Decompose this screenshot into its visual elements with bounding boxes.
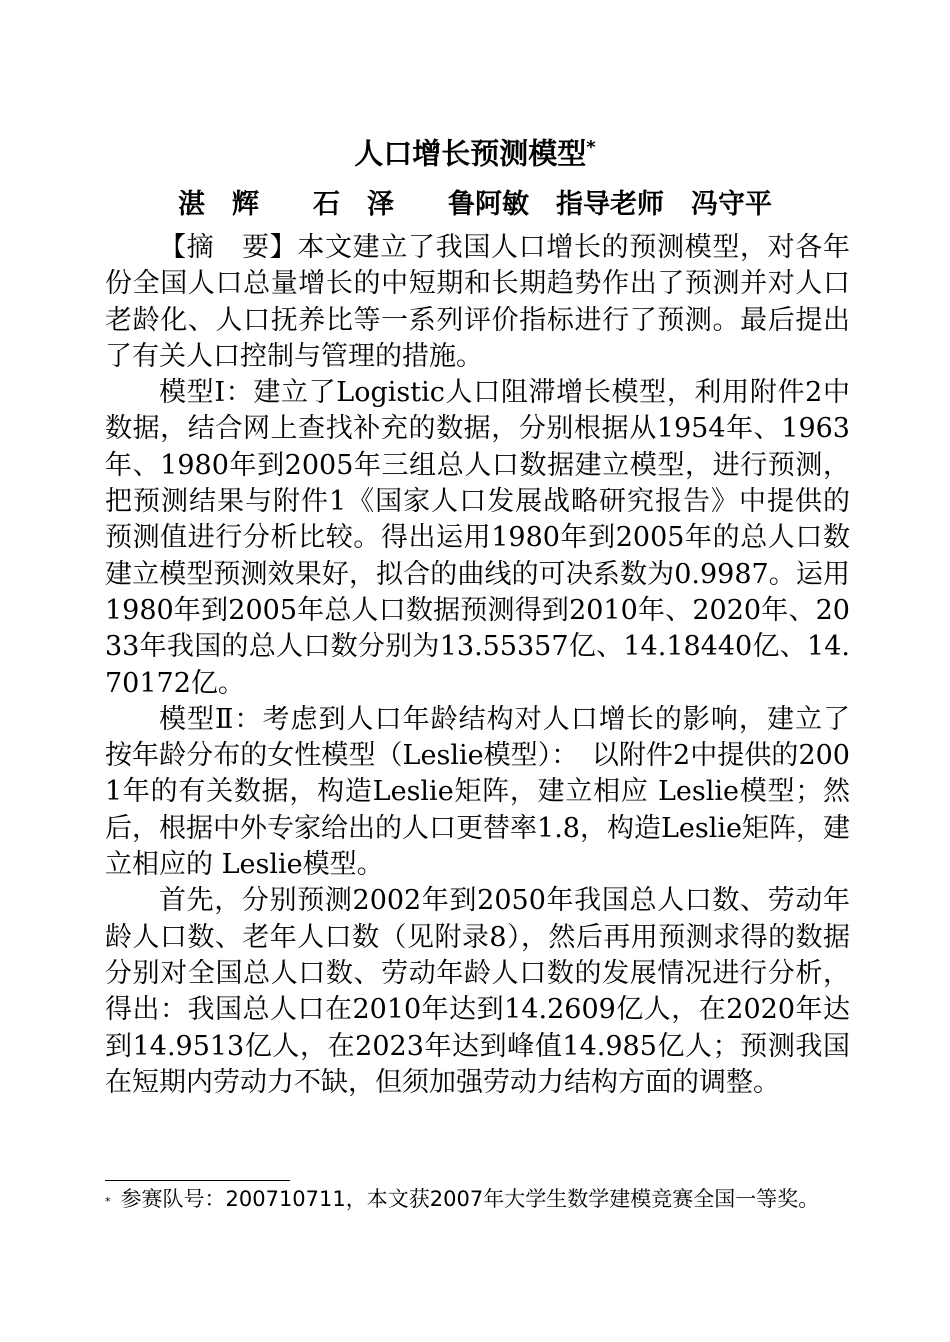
footnote-marker: * <box>105 1195 111 1208</box>
abstract-paragraph <box>105 230 850 375</box>
abstract-label: 【摘 要】 <box>159 232 298 263</box>
footnote-divider <box>105 1180 290 1181</box>
footnote-text: 参赛队号：200710711，本文获2007年大学生数学建模竞赛全国一等奖。 <box>120 1187 820 1211</box>
abstract-text: 本文建立了我国人口增长的预测模型，对各年份全国人口总量增长的中短期和长期趋势作出了预测并对人口老龄化、人口抚养比等一系列评价指标进行了预测。最后提出了有关人口控制与管理的措施。 <box>105 232 851 372</box>
title-footnote-marker: * <box>586 137 596 158</box>
model2-paragraph: 模型Ⅱ：考虑到人口年龄结构对人口增长的影响，建立了按年龄分布的女性模型（Leslie模型）： 以附件2中提供的2001年的有关数据，构造Leslie矩阵，建立相应 Leslie模型；然后，根据中外专家给出的人口更替率1.8，构造Leslie矩阵，建立相应的 Leslie模型。 <box>105 703 850 881</box>
abstract-body <box>105 230 850 1101</box>
paper-title <box>0 128 950 174</box>
model1-paragraph: 模型Ⅰ：建立了Logistic人口阻滞增长模型，利用附件2中数据，结合网上查找补充的数据，分别根据从1954年、1963年、1980年到2005年三组总人口数据建立模型，进行预测，把预测结果与附件1《国家人口发展战略研究报告》中提供的预测值进行分析比较。得出运用1980年到2005年的总人口数建立模型预测效果好，拟合的曲线的可决系数为0.9987。运用1980年到2005年总人口数据预测得到2010年、2020年、2033年我国的总人口数分别为13.55357亿、14.18440亿、14.70172亿。 <box>105 377 850 699</box>
title-text: 人口增长预测模型 <box>354 136 587 171</box>
author-line: 湛 辉 石 泽 鲁阿敏 指导老师 冯守平 <box>178 189 772 220</box>
results-paragraph: 首先，分别预测2002年到2050年我国总人口数、劳动年龄人口数、老年人口数（见附录8），然后再用预测求得的数据分别对全国总人口数、劳动年龄人口数的发展情况进行分析，得出：我国总人口在2010年达到14.2609亿人，在2020年达到14.9513亿人，在2023年达到峰值14.985亿人；预测我国在短期内劳动力不缺，但须加强劳动力结构方面的调整。 <box>105 885 850 1098</box>
footnote <box>105 1185 845 1214</box>
